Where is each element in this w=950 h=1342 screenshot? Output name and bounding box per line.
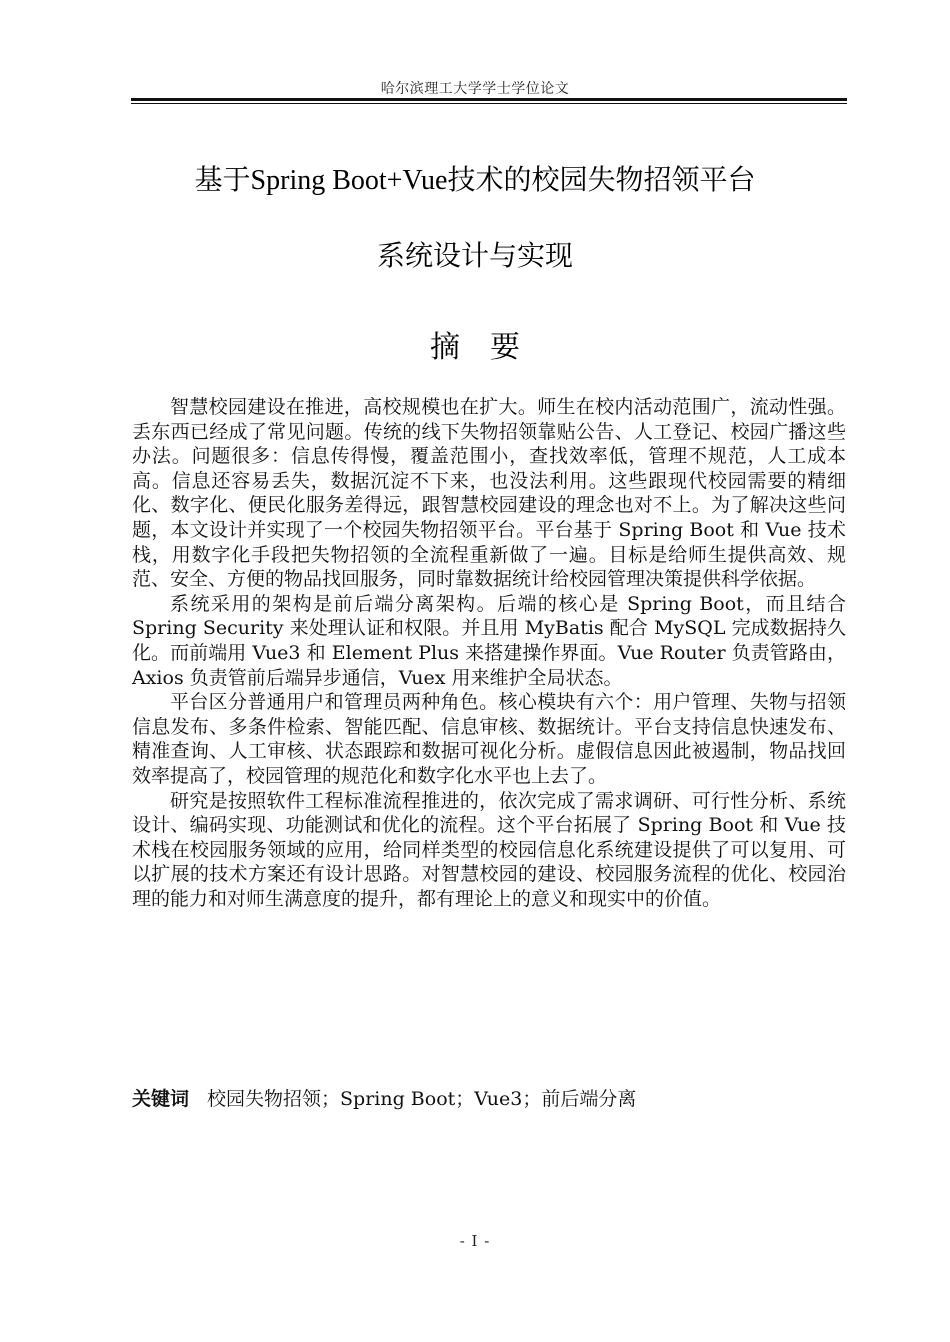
running-header: 哈尔滨理工大学学士学位论文 (380, 81, 570, 97)
thesis-title-line-1 (0, 158, 950, 198)
abstract-paragraph-4: 研究是按照软件工程标准流程推进的，依次完成了需求调研、可行性分析、系统设计、编码实现、功能测试和优化的流程。这个平台拓展了 Spring Boot 和 Vue 技术栈在校园服务领域的应用，给同样类型的校园信息化系统建设提供了可以复用、可以扩展的技术方案还有设计思路。对智慧校园的建设、校园服务流程的优化、校园治理的能力和对师生满意度的提升，都有理论上的意义和现实中的价值。 (132, 789, 846, 910)
header-rule-thick (131, 98, 847, 101)
thesis-title-line-2: 系统设计与实现 (376, 239, 573, 272)
abstract-paragraph-1: 智慧校园建设在推进，高校规模也在扩大。师生在校内活动范围广，流动性强。丢东西已经成了常见问题。传统的线下失物招领靠贴公告、人工登记、校园广播这些办法。问题很多：信息传得慢，覆盖范围小，查找效率低，管理不规范，人工成本高。信息还容易丢失，数据沉淀不下来，也没法利用。这些跟现代校园需要的精细化、数字化、便民化服务差得远，跟智慧校园建设的理念也对不上。为了解决这些问题，本文设计并实现了一个校园失物招领平台。平台基于 Spring Boot 和 Vue 技术栈，用数字化手段把失物招领的全流程重新做了一遍。目标是给师生提供高效、规范、安全、方便的物品找回服务，同时靠数据统计给校园管理决策提供科学依据。 (132, 396, 846, 591)
title-prefix: 基于 (194, 163, 251, 196)
keywords-text: 校园失物招领；Spring Boot；Vue3；前后端分离 (207, 1088, 637, 1110)
abstract-body (132, 395, 846, 911)
title-tech-stack: Spring Boot+Vue (250, 165, 448, 196)
abstract-paragraph-2: 系统采用的架构是前后端分离架构。后端的核心是 Spring Boot，而且结合 Spring Security 来处理认证和权限。并且用 MyBatis 配合 MySQL 完成数据持久化。而前端用 Vue3 和 Element Plus 来搭建操作界面。Vue Router 负责管路由，Axios 负责管前后端异步通信，Vuex 用来维护全局状态。 (132, 592, 846, 689)
abstract-paragraph-3: 平台区分普通用户和管理员两种角色。核心模块有六个：用户管理、失物与招领信息发布、多条件检索、智能匹配、信息审核、数据统计。平台支持信息快速发布、精准查询、人工审核、状态跟踪和数据可视化分析。虚假信息因此被遏制，物品找回效率提高了，校园管理的规范化和数字化水平也上去了。 (132, 691, 846, 787)
keywords-label: 关键词 (132, 1088, 190, 1110)
title-suffix: 技术的校园失物招领平台 (447, 163, 756, 196)
header-rule-thin (131, 103, 847, 104)
page-number: - I - (459, 1232, 491, 1250)
keywords-line (132, 1087, 636, 1111)
abstract-heading: 摘要 (430, 330, 550, 365)
